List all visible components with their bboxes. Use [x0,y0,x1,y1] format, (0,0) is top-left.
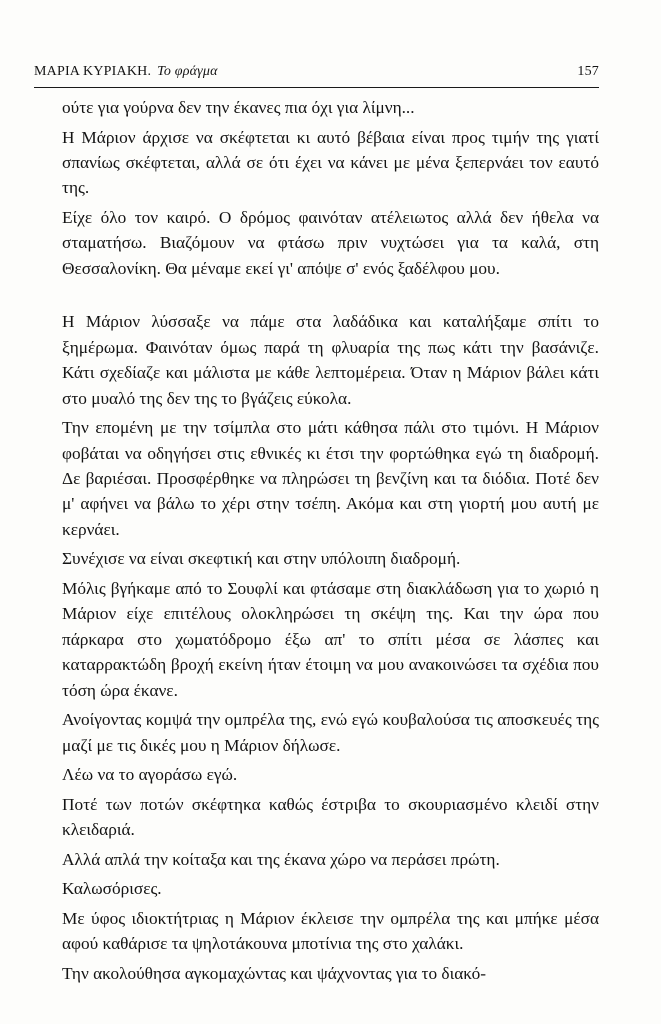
paragraph: Λέω να το αγοράσω εγώ. [62,765,238,785]
paragraph: Ανοίγοντας κομψά την ομπρέλα της, ενώ εγώ κουβαλούσα τις αποσκευές της μαζί με τις δικές μου η Μάριον δήλωσε. [62,710,599,755]
paragraph: Η Μάριον άρχισε να σκέφτεται κι αυτό βέβαια είναι προς τιμήν της γιατί σπανίως σκέφτεται, αλλά σε ότι έχει να κάνει με μένα ξεπερνάει τον εαυτό της. [62,127,599,198]
author-name: ΜΑΡΙΑ ΚΥΡΙΑΚΗ. [34,64,152,79]
running-header [34,64,599,86]
header-rule [34,87,599,88]
paragraph: Με ύφος ιδιοκτήτριας η Μάριον έκλεισε την ομπρέλα της και μπήκε μέσα αφού καθάρισε τα ψηλοτάκουνα μποτίνια της στο χαλάκι. [62,909,599,954]
page-number: 157 [577,64,599,79]
paragraph: Συνέχισε να είναι σκεφτική και στην υπόλοιπη διαδρομή. [62,549,461,569]
header-left [34,64,218,80]
paragraph: Μόλις βγήκαμε από το Σουφλί και φτάσαμε στη διακλάδωση για το χωριό η Μάριον είχε επιτέλους ολοκληρώσει τη σκέψη της. Και την ώρα που πάρκαρα στο χωματόδρομο έξω απ' το σπίτι μέσα σε λάσπες και καταρρακτώδη βροχή εκείνη ήταν έτοιμη να μου ανακοινώσει τα σχέδια που τόση ώρα έκανε. [62,579,599,700]
paragraph: Αλλά απλά την κοίταξα και της έκανα χώρο να περάσει πρώτη. [62,849,500,869]
paragraph: Την επομένη με την τσίμπλα στο μάτι κάθησα πάλι στο τιμόνι. Η Μάριον φοβάται να οδηγήσει στις εθνικές κι έτσι την φορτώθηκα εγώ τη διαδρομή. Δε βαριέσαι. Προσφέρθηκε να πληρώσει τη βενζίνη και τα διόδια. Ποτέ δεν μ' αφήνει να βάλω το χέρι στην τσέπη. Ακόμα και στη γιορτή μου αυτή με κερνάει. [62,418,599,539]
book-title: Το φράγμα [157,64,218,79]
paragraph: Την ακολούθησα αγκομαχώντας και ψάχνοντας για το διακό- [62,964,486,984]
section-break [62,285,599,309]
body-text [62,95,599,991]
paragraph: Η Μάριον λύσσαξε να πάμε στα λαδάδικα και καταλήξαμε σπίτι το ξημέρωμα. Φαινόταν όμως παρά τη φλυαρία της πως κάτι την βασάνιζε. Κάτι σχεδίαζε και μάλιστα με κάθε λεπτομέρεια. Όταν η Μάριον βάλει κάτι στο μυαλό της δεν της το βγάζεις εύκολα. [62,312,599,408]
paragraph: Καλωσόρισες. [62,879,162,899]
paragraph: ούτε για γούρνα δεν την έκανες πια όχι για λίμνη... [62,98,415,117]
paragraph: Ποτέ των ποτών σκέφτηκα καθώς έστριβα το σκουριασμένο κλειδί στην κλειδαριά. [62,794,599,840]
paragraph: Είχε όλο τον καιρό. Ο δρόμος φαινόταν ατέλειωτος αλλά δεν ήθελα να σταματήσω. Βιαζόμουν να φτάσω πριν νυχτώσει για τα καλά, στη Θεσσαλονίκη. Θα μέναμε εκεί γι' απόψε σ' ενός ξαδέλφου μου. [62,208,599,278]
